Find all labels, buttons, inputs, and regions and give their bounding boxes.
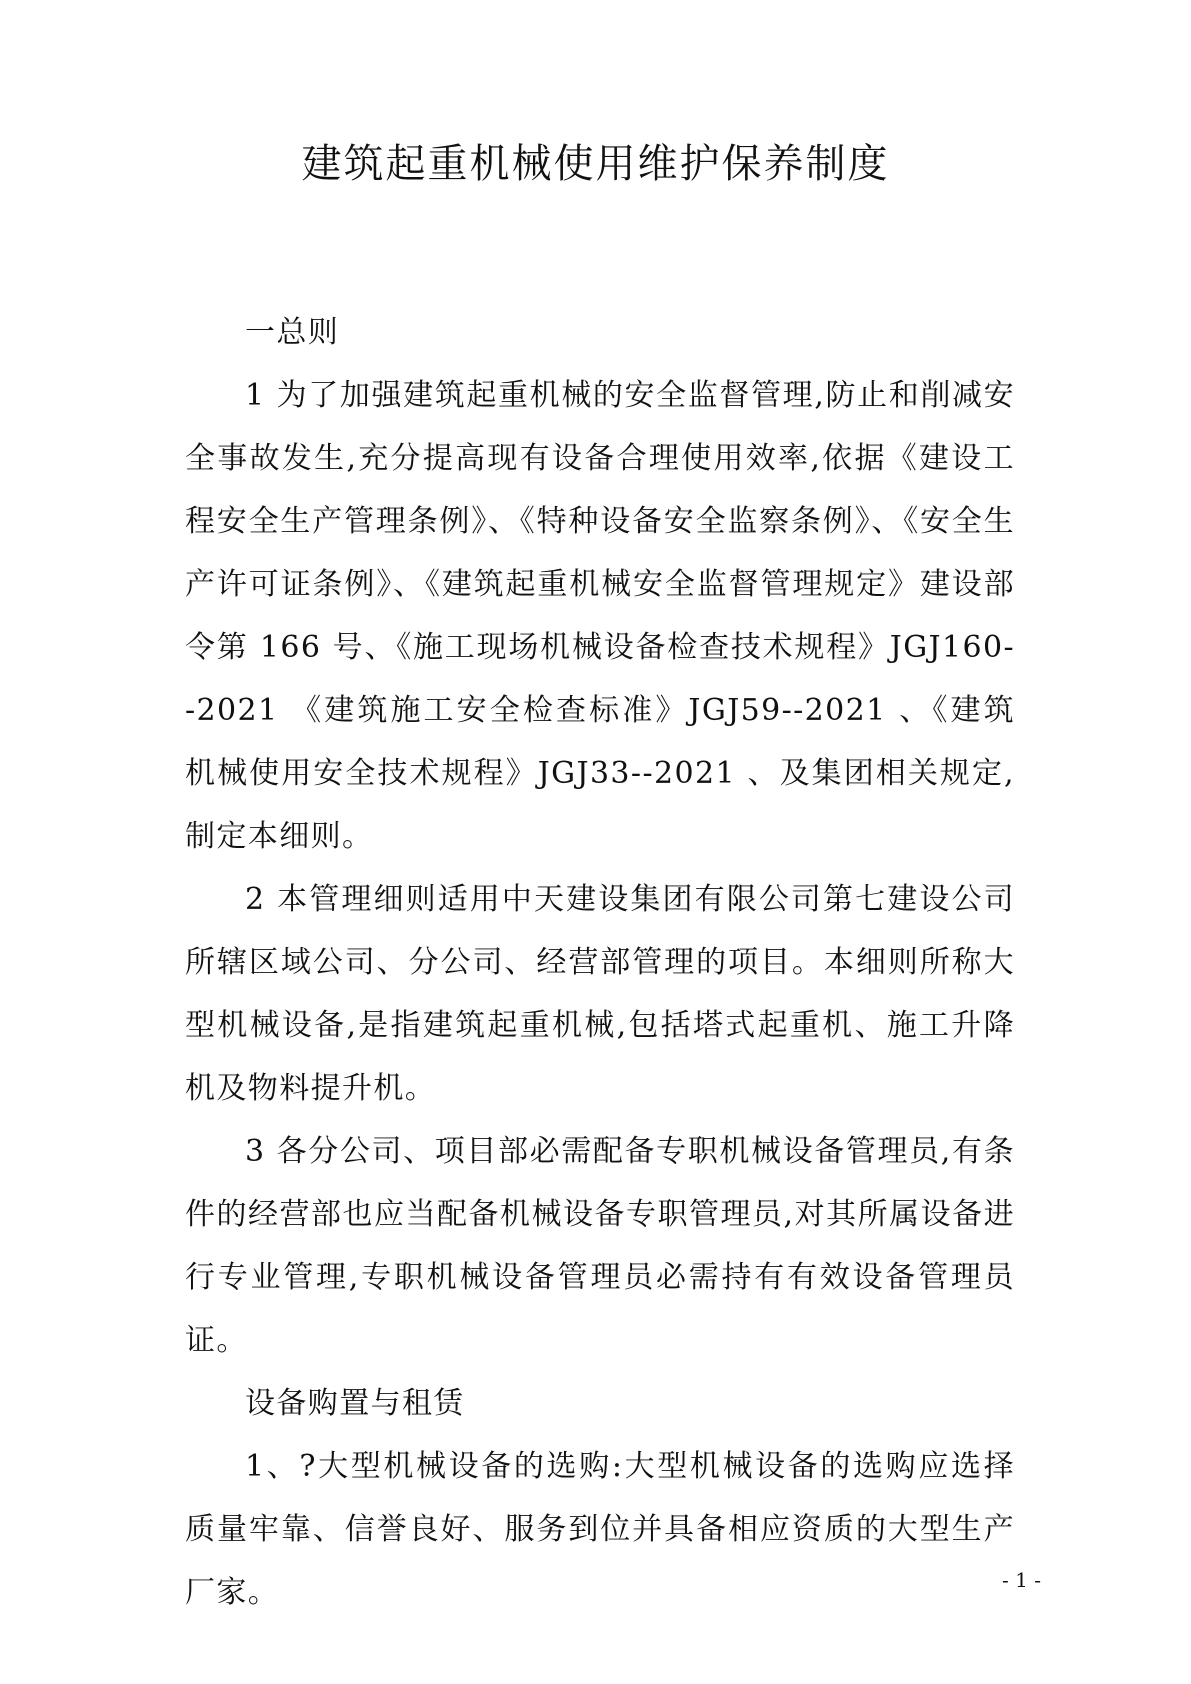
document-title: 建筑起重机械使用维护保养制度 — [301, 141, 890, 187]
paragraph-3-staffing: 3 各分公司、项目部必需配备专职机械设备管理员,有条件的经营部也应当配备机械设备专职管理员,对其所属设备进行专业管理,专职机械设备管理员必需持有有效设备管理员证。 — [185, 1134, 1015, 1358]
paragraph-1-purpose: 1 为了加强建筑起重机械的安全监督管理,防止和削减安全事故发生,充分提高现有设备合理使用效率,依据《建设工程安全生产管理条例》、《特种设备安全监察条例》、《安全生产许可证条例》、《建筑起重机械安全监督管理规定》建设部令第 166 号、《施工现场机械设备检查技术规程》JGJ160--2021 《建筑施工安全检查标准》JGJ59--2021 、《建筑机械使用安全技术规程》JGJ33--2021 、及集团相关规定,制定本细则。 — [185, 378, 1015, 854]
document-body — [185, 301, 1015, 1624]
section-heading-purchase-lease: 设备购置与租赁 — [245, 1386, 465, 1421]
page-number: - 1 - — [1002, 1568, 1041, 1592]
paragraph-2-scope: 2 本管理细则适用中天建设集团有限公司第七建设公司所辖区域公司、分公司、经营部管理的项目。本细则所称大型机械设备,是指建筑起重机械,包括塔式起重机、施工升降机及物料提升机。 — [185, 882, 1015, 1106]
section-heading-general: 一总则 — [245, 315, 340, 350]
paragraph-purchase-selection: 1、?大型机械设备的选购:大型机械设备的选购应选择质量牢靠、信誉良好、服务到位并具备相应资质的大型生产厂家。 — [185, 1449, 1015, 1610]
